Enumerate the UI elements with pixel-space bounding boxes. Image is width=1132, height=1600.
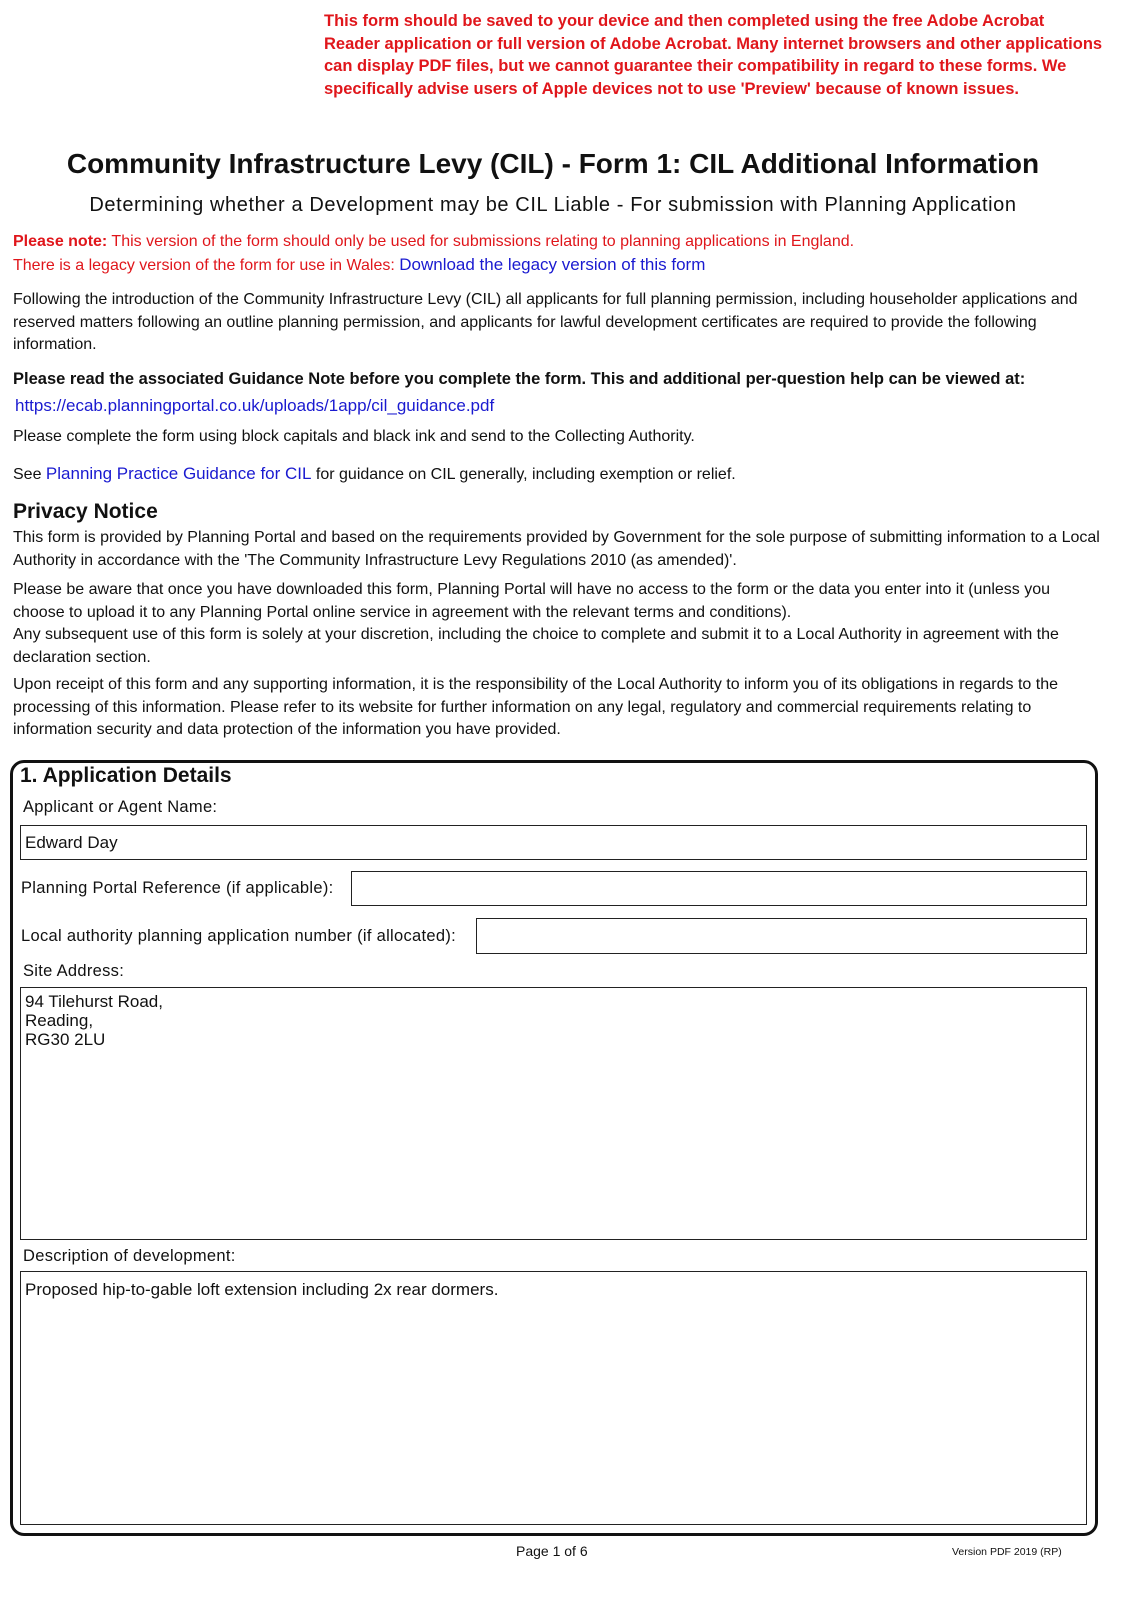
compatibility-warning: This form should be saved to your device and then completed using the free Adobe Acrobat Reader application or full version of Adobe Acrobat. Many internet browsers and other applications can display PDF files, but we cannot guarantee their compatibility in regard to these forms. We specifically advise users of Apple devices not to use 'Preview' because of known issues. (324, 12, 1103, 98)
page-number: Page 1 of 6 (516, 1543, 588, 1559)
privacy-paragraph: Any subsequent use of this form is solely at your discretion, including the choice to complete and submit it to a Local Authority in agreement with the declaration section. (13, 626, 1059, 666)
section-heading: 1. Application Details (20, 764, 232, 787)
wales-note (13, 254, 1103, 278)
applicant-label: Applicant or Agent Name: (23, 798, 218, 816)
form-subtitle: Determining whether a Development may be CIL Liable - For submission with Planning Application (89, 194, 1017, 216)
legacy-form-link[interactable]: Download the legacy version of this form (399, 255, 706, 274)
see-text: See (13, 466, 46, 483)
cil-guidance-line (13, 463, 1103, 487)
privacy-paragraph: Please be aware that once you have downloaded this form, Planning Portal will have no access to the form or the data you enter into it (unless you choose to upload it to any Planning Portal online service in agreement with the relevant terms and conditions). (13, 581, 1051, 621)
privacy-paragraph: This form is provided by Planning Portal and based on the requirements provided by Government for the sole purpose of submitting information to a Local Authority in accordance with the 'The Community Infrastructure Levy Regulations 2010 (as amended)'. (13, 529, 1100, 569)
description-label: Description of development: (23, 1247, 236, 1265)
england-note (13, 231, 1103, 254)
la-number-label: Local authority planning application number (if allocated): (21, 927, 457, 945)
privacy-paragraph: Upon receipt of this form and any supporting information, it is the responsibility of the Local Authority to inform you of its obligations in regards to the processing of this information. Please refer to its website for further information on any legal, regulatory and commercial requirements relating to information security and data protection of the information you have provided. (13, 676, 1058, 738)
pp-reference-label: Planning Portal Reference (if applicable): (21, 879, 334, 897)
pp-reference-input[interactable] (351, 871, 1087, 906)
legacy-text: There is a legacy version of the form for use in Wales: (13, 257, 400, 274)
privacy-heading: Privacy Notice (13, 500, 158, 523)
note-label: Please note: (13, 233, 108, 250)
la-application-number-input[interactable] (476, 918, 1087, 954)
version-label: Version PDF 2019 (RP) (952, 1546, 1062, 1558)
site-address-input[interactable] (20, 987, 1087, 1240)
intro-paragraph: Following the introduction of the Community Infrastructure Levy (CIL) all applicants for full planning permission, including householder applications and reserved matters following an outline planning permission, and applicants for lawful development certificates are required to provide the following information. (13, 291, 1078, 353)
site-address-label: Site Address: (23, 962, 125, 980)
see-rest-text: for guidance on CIL generally, including exemption or relief. (311, 466, 736, 483)
guidance-link[interactable]: https://ecab.planningportal.co.uk/uploads/1app/cil_guidance.pdf (15, 396, 495, 415)
guidance-instruction: Please read the associated Guidance Note before you complete the form. This and additional per-question help can be viewed at: (13, 370, 1026, 388)
applicant-name-input[interactable] (20, 825, 1087, 860)
form-title: Community Infrastructure Levy (CIL) - Form 1: CIL Additional Information (66, 148, 1040, 179)
planning-practice-guidance-link[interactable]: Planning Practice Guidance for CIL (45, 464, 312, 483)
block-capitals-instruction: Please complete the form using block capitals and black ink and send to the Collecting Authority. (13, 428, 695, 445)
note-text: This version of the form should only be used for submissions relating to planning applications in England. (107, 233, 855, 250)
description-input[interactable] (20, 1271, 1087, 1525)
